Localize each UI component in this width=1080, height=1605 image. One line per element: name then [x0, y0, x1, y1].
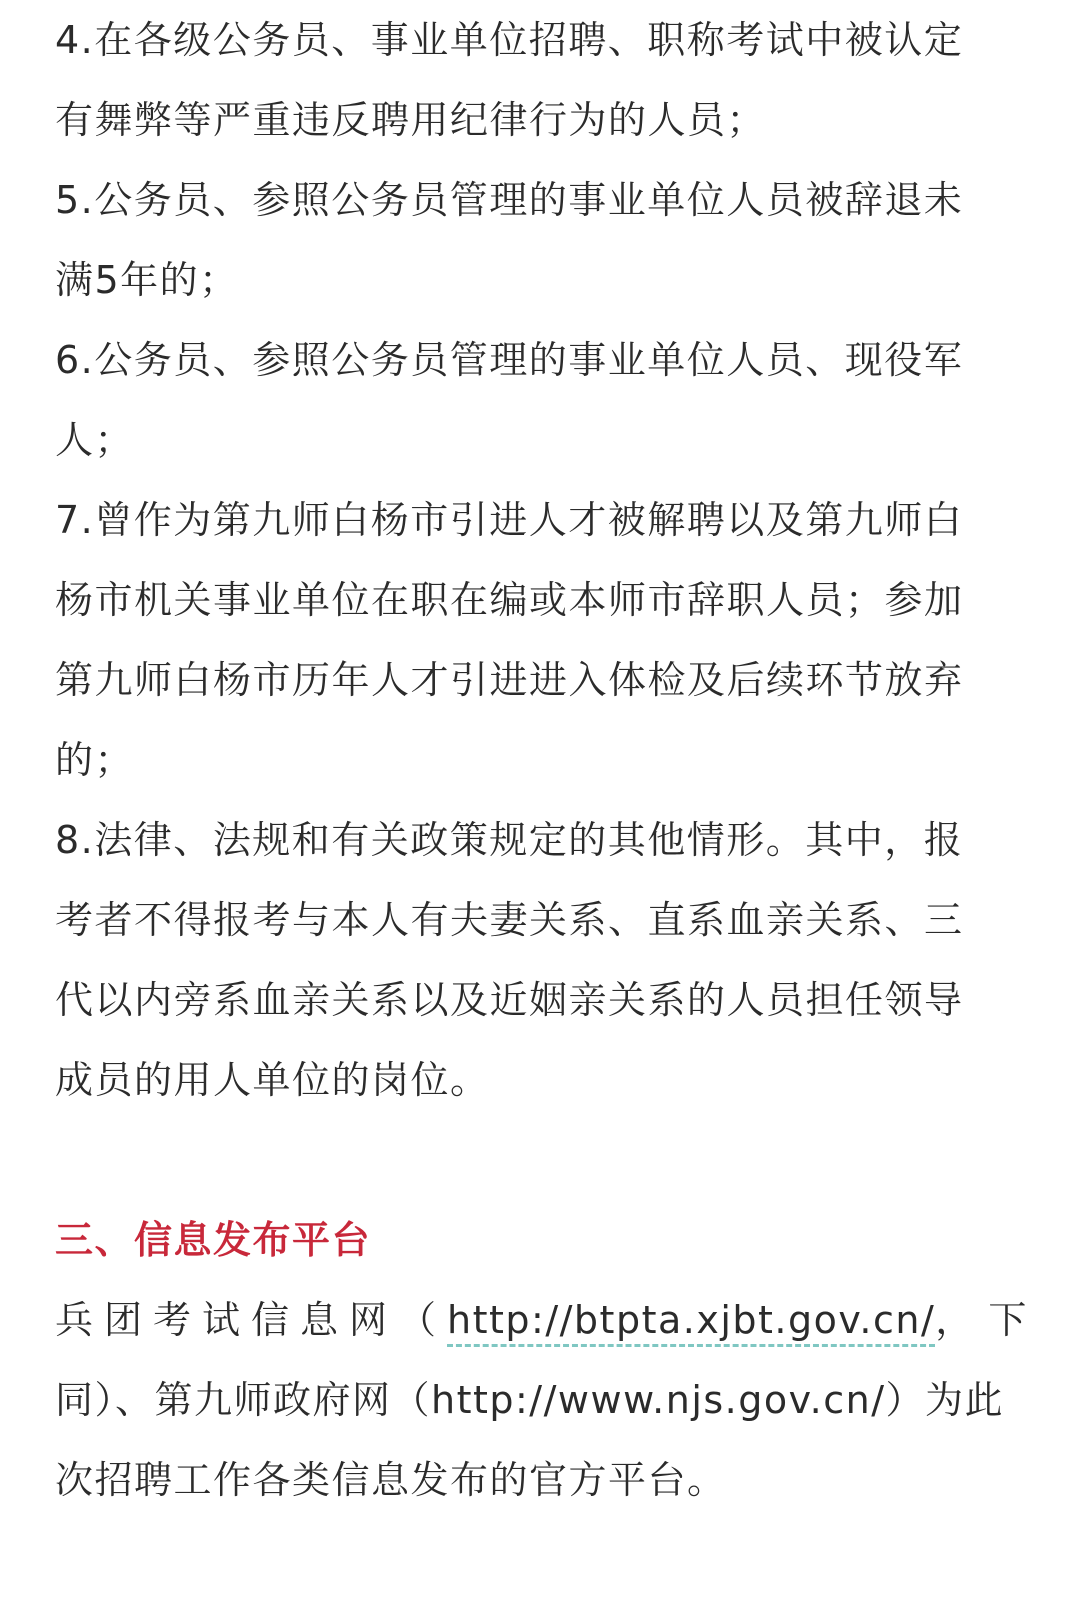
section-spacer: [55, 1120, 1015, 1200]
paragraph-line: 的；: [55, 738, 135, 782]
article-body: [55, 0, 1028, 1520]
section-heading: 三、信息发布平台: [55, 1218, 372, 1262]
paragraph-line: 成员的用人单位的岗位。: [55, 1058, 490, 1102]
paragraph-line: 代以内旁系血亲关系以及近姻亲关系的人员担任领导: [55, 978, 964, 1022]
section-line: 同）、第九师政府网（http://www.njs.gov.cn/）为此: [55, 1378, 1005, 1422]
paragraph-line: 4.在各级公务员、事业单位招聘、职称考试中被认定: [55, 18, 964, 62]
section-line-prefix: 兵团考试信息网（: [55, 1298, 448, 1342]
paragraph-line: 杨市机关事业单位在职在编或本师市辞职人员；参加: [55, 578, 964, 622]
paragraph-line: 有舞弊等严重违反聘用纪律行为的人员；: [55, 98, 767, 142]
section-line-suffix: ， 下: [935, 1298, 1028, 1342]
paragraph-line: 5.公务员、参照公务员管理的事业单位人员被辞退未: [55, 178, 964, 222]
section-line: [55, 1280, 1028, 1360]
paragraph-line: 8.法律、法规和有关政策规定的其他情形。其中，报: [55, 818, 964, 862]
paragraph-line: 考者不得报考与本人有夫妻关系、直系血亲关系、三: [55, 898, 964, 942]
paragraph-line: 6.公务员、参照公务员管理的事业单位人员、现役军: [55, 338, 964, 382]
section-line: 次招聘工作各类信息发布的官方平台。: [55, 1458, 727, 1502]
paragraph-line: 第九师白杨市历年人才引进进入体检及后续环节放弃: [55, 658, 964, 702]
paragraph-line: 满5年的；: [55, 258, 239, 302]
paragraph-line: 人；: [55, 418, 135, 462]
paragraph-line: 7.曾作为第九师白杨市引进人才被解聘以及第九师白: [55, 498, 964, 542]
exam-site-link[interactable]: http://btpta.xjbt.gov.cn/: [447, 1298, 935, 1347]
